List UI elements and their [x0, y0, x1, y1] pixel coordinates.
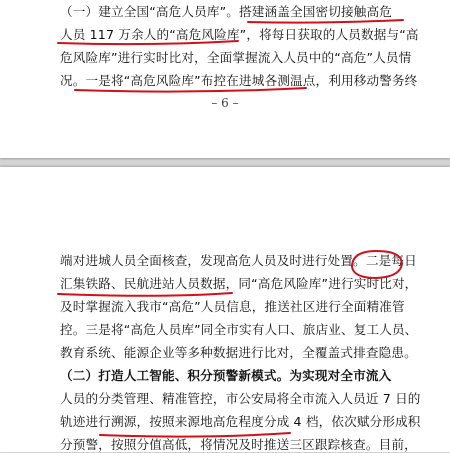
text-line: 汇集铁路、民航进站人员数据，同“高危风险库”进行实时比对，: [60, 276, 418, 291]
text-line: 分预警，按照分值高低，将情况及时推送三区跟踪核查。目前，: [60, 437, 417, 452]
underline-mark: [58, 293, 232, 296]
underline-mark: [248, 20, 403, 23]
text-line: 及时掌握流入我市“高危”人员信息，推送社区进行全面精准管: [60, 299, 405, 314]
text-line: 况。一是将“高危风险库”布控在进城各测温点，利用移动警务终: [60, 73, 418, 88]
text-line: 控。三是将“高危人员库”同全市实有人口、旅店业、复工人员、: [60, 322, 418, 337]
text-line: 端对进城人员全面核查，发现高危人员及时进行处置。二是每日: [60, 253, 417, 268]
text-line: 人员的分类管理、精准管控，市公安局将全市流入人员近 7 日的: [60, 391, 421, 406]
text-line: 人员 117 万余人的“高危风险库”，将每日获取的人员数据与“高: [60, 27, 419, 42]
text-line: （一）建立全国“高危人员库”。搭建涵盖全国密切接触高危: [60, 4, 392, 19]
text-line: 危风险库”进行实时比对，全面掌握流入人员中的“高危”人员情: [60, 50, 412, 65]
document-page-bottom: [0, 167, 450, 452]
text-line: 轨迹进行溯源，按照来源地高危程度分成 4 档，依次赋分形成积: [60, 414, 421, 429]
text-line: 教育系统、能源企业等多种数据进行比对，全覆盖式排查隐患。: [60, 345, 417, 360]
section-heading-line: （二）打造人工智能、积分预警新模式。为实现对全市流入: [60, 368, 392, 383]
document-page-top: [0, 0, 450, 158]
page-number: – 6 –: [211, 96, 239, 110]
